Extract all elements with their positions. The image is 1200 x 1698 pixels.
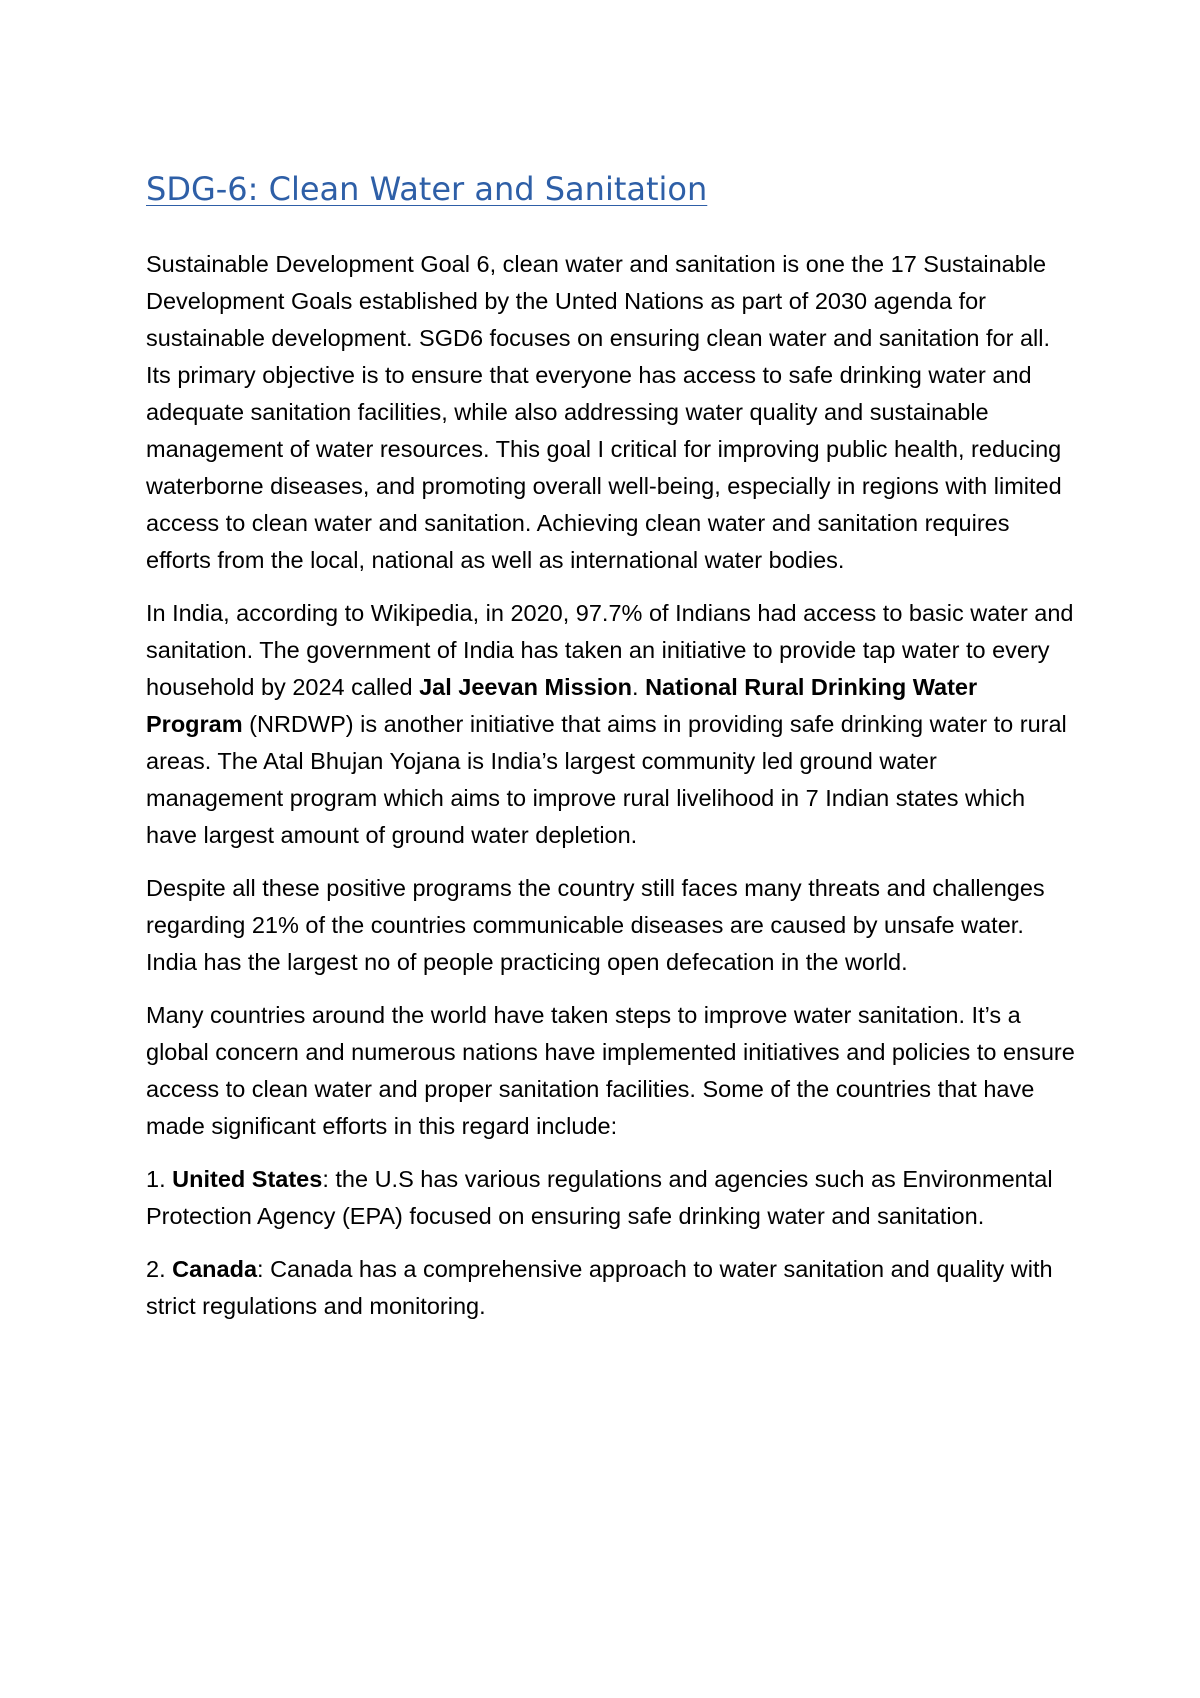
list-item-text: : the U.S has various regulations and agencies such as Environmental Protection Agency (EPA) focused on ensuring safe drinking water and sanitation. (146, 1166, 1053, 1229)
paragraph-sdg6-intro: Sustainable Development Goal 6, clean water and sanitation is one the 17 Sustainable Development Goals established by the Unted Nations as part of 2030 agenda for sustainable development. SGD6 focuses on ensuring clean water and sanitation for all. Its primary objective is to ensure that everyone has access to safe drinking water and adequate sanitation facilities, while also addressing water quality and sustainable management of water resources. This goal I critical for improving public health, reducing waterborne diseases, and promoting overall well-being, especially in regions with limited access to clean water and sanitation. Achieving clean water and sanitation requires efforts from the local, national as well as international water bodies. (146, 251, 1062, 573)
paragraph-threats: Despite all these positive programs the country still faces many threats and challenges regarding 21% of the countries communicable diseases are caused by unsafe water. India has the largest no of people practicing open defecation in the world. (146, 875, 1045, 975)
paragraph-countries: Many countries around the world have taken steps to improve water sanitation. It’s a global concern and numerous nations have implemented initiatives and policies to ensure access to clean water and proper sanitation facilities. Some of the countries that have made significant efforts in this regard include: (146, 1002, 1075, 1139)
jal-jeevan-mission-bold: Jal Jeevan Mission (419, 674, 632, 700)
paragraph-india-text-3: (NRDWP) is another initiative that aims in providing safe drinking water to rural areas. The Atal Bhujan Yojana is India’s largest community led ground water management program which aims to improve rural livelihood in 7 Indian states which have largest amount of ground water depletion. (146, 711, 1067, 848)
list-item-united-states (146, 1161, 1076, 1235)
country-name-bold: United States (172, 1166, 323, 1192)
paragraph-india (146, 595, 1076, 854)
list-item-canada (146, 1251, 1076, 1325)
list-number: 1. (146, 1166, 173, 1192)
list-item-text: : Canada has a comprehensive approach to water sanitation and quality with strict regulations and monitoring. (146, 1256, 1053, 1319)
nrdwp-bold: National Rural Drinking Water Program (146, 674, 978, 737)
document-title: SDG-6: Clean Water and Sanitation (146, 170, 708, 208)
paragraph-india-text-2: . (632, 674, 646, 700)
document-page (146, 168, 1076, 1341)
country-name-bold: Canada (172, 1256, 258, 1282)
paragraph-india-text-1: In India, according to Wikipedia, in 2020, 97.7% of Indians had access to basic water and sanitation. The government of India has taken an initiative to provide tap water to every household by 2024 called (146, 600, 1074, 700)
list-number: 2. (146, 1256, 173, 1282)
